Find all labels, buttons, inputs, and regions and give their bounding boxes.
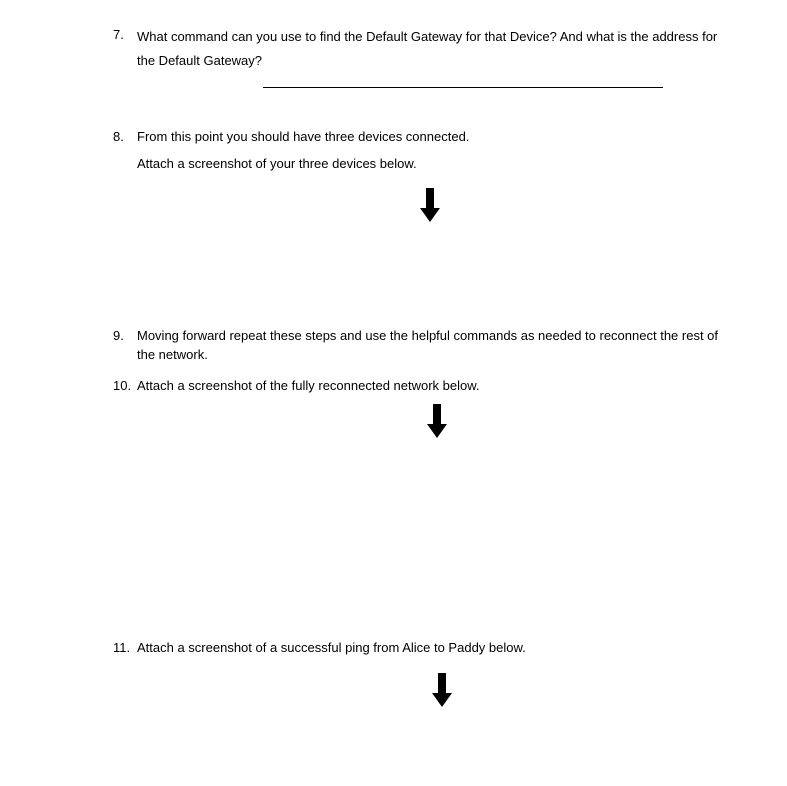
down-arrow-icon (432, 673, 452, 707)
question-11 (113, 638, 737, 657)
question-8-number: 8. (113, 129, 124, 144)
question-7-text: What command can you use to find the Default Gateway for that Device? And what is the address for the Default Gateway? (137, 29, 718, 68)
question-7-number: 7. (113, 27, 124, 42)
down-arrow-icon (420, 188, 440, 222)
question-10 (113, 376, 737, 395)
down-arrow-head (432, 693, 452, 707)
question-9-text: Moving forward repeat these steps and use the helpful commands as needed to reconnect the rest of the network. (137, 328, 719, 362)
question-8 (113, 127, 737, 173)
down-arrow-head (420, 208, 440, 222)
answer-blank-line (263, 87, 663, 88)
question-9 (113, 326, 737, 364)
question-7 (113, 25, 737, 73)
down-arrow-stem (433, 404, 441, 424)
question-8-line2: Attach a screenshot of your three devices below. (137, 156, 417, 171)
question-8-line1: From this point you should have three devices connected. (137, 129, 470, 144)
question-9-number: 9. (113, 328, 124, 343)
down-arrow-stem (426, 188, 434, 208)
question-10-text: Attach a screenshot of the fully reconnected network below. (137, 378, 480, 393)
down-arrow-head (427, 424, 447, 438)
down-arrow-icon (427, 404, 447, 438)
question-11-text: Attach a screenshot of a successful ping from Alice to Paddy below. (137, 640, 526, 655)
question-11-number: 11. (113, 640, 131, 655)
question-10-number: 10. (113, 378, 132, 393)
down-arrow-stem (438, 673, 446, 693)
